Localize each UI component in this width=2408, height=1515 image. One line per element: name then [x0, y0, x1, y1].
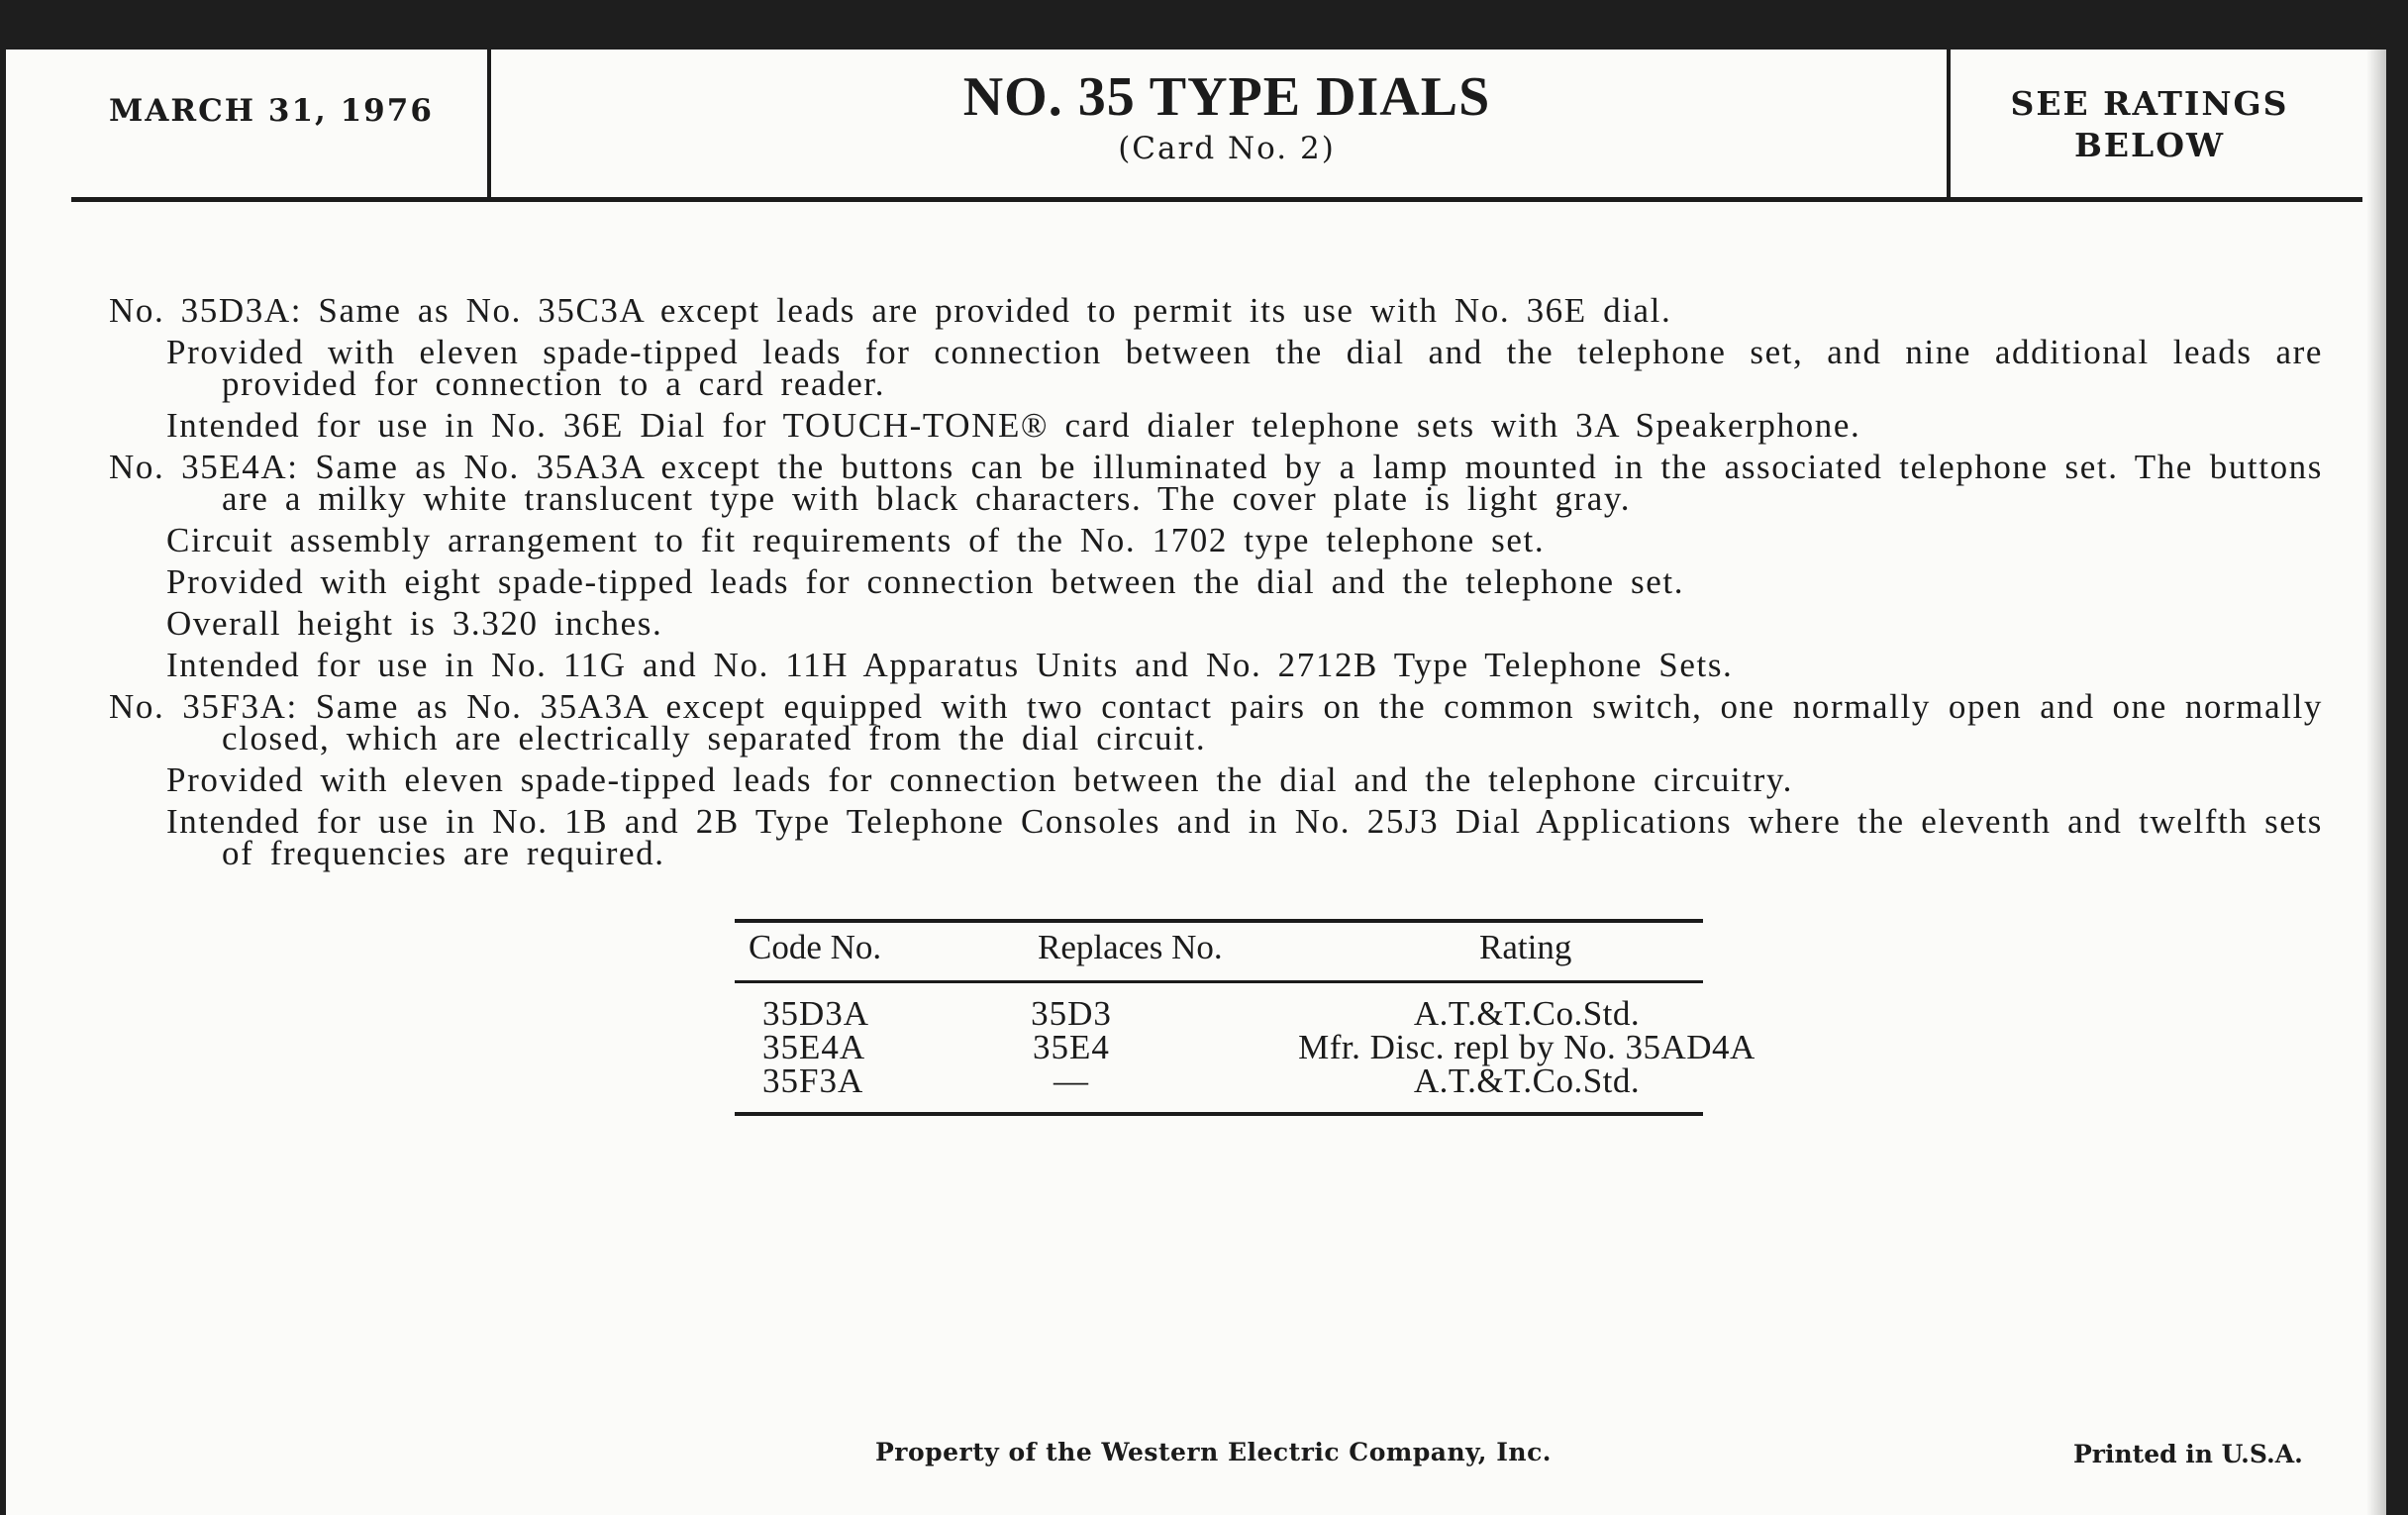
cell-replaces: 35E4 — [1033, 1028, 1110, 1066]
column-header-rating: Rating — [1479, 928, 1572, 966]
entry-paragraph: Intended for use in No. 11G and No. 11H Apparatus Units and No. 2712B Type Telephone Sets. — [166, 646, 1734, 684]
ratings-note-line2: BELOW — [2073, 126, 2226, 164]
card-header — [71, 50, 2362, 198]
table-bottom-rule — [735, 1112, 1703, 1116]
catalog-card — [6, 50, 2386, 1515]
ratings-note-line1: SEE RATINGS — [2010, 84, 2289, 123]
issue-date: MARCH 31, 1976 — [109, 93, 434, 129]
cell-code: 35E4A — [762, 1028, 866, 1066]
cell-code: 35F3A — [762, 1061, 864, 1100]
cell-replaces: — — [1054, 1061, 1089, 1100]
entry-paragraph: Overall height is 3.320 inches. — [166, 604, 663, 643]
footer-printed: Printed in U.S.A. — [2073, 1440, 2303, 1468]
entry-35d3a — [109, 291, 2323, 445]
table-body — [735, 983, 1756, 1110]
entry-paragraph: Intended for use in No. 36E Dial for TOUCH-TONE® card dialer telephone sets with 3A Speakerphone. — [166, 406, 1861, 445]
entry-head: No. 35E4A: Same as No. 35A3A except the buttons can be illuminated by a lamp mounted in the associated telephone set. The buttons are a milky white translucent type with black characters. The cover plate is light gray. — [109, 448, 2323, 518]
header-rule — [71, 197, 2362, 202]
entry-paragraph: Circuit assembly arrangement to fit requirements of the No. 1702 type telephone set. — [166, 521, 1546, 559]
entry-head: No. 35D3A: Same as No. 35C3A except leads are provided to permit its use with No. 36E dial. — [109, 291, 1672, 330]
header-divider-right — [1947, 50, 1951, 198]
table-row — [735, 1028, 1804, 1066]
ratings-note — [1956, 83, 2343, 166]
ratings-table — [735, 919, 1756, 1116]
table-row — [735, 994, 1804, 1033]
card-number: (Card No. 2) — [1118, 131, 1336, 166]
entry-paragraph: Provided with eight spade-tipped leads for connection between the dial and the telephone set. — [166, 562, 1685, 601]
footer-property: Property of the Western Electric Company, Inc. — [875, 1438, 1553, 1466]
entry-head: No. 35F3A: Same as No. 35A3A except equipped with two contact pairs on the common switch, one normally open and one normally closed, which are electrically separated from the dial circuit. — [109, 687, 2323, 758]
table-row — [735, 1061, 1804, 1100]
entry-paragraph: Provided with eleven spade-tipped leads for connection between the dial and the telephone circuitry. — [166, 760, 1794, 799]
page-title: NO. 35 TYPE DIALS — [962, 66, 1491, 128]
cell-code: 35D3A — [762, 994, 870, 1033]
cell-rating: Mfr. Disc. repl by No. 35AD4A — [1298, 1028, 1756, 1066]
card-body — [109, 291, 2323, 879]
entry-paragraph: Provided with eleven spade-tipped leads for connection between the dial and the telephone set, and nine additional leads are provided for connection to a card reader. — [166, 333, 2323, 403]
entry-paragraph: Intended for use in No. 1B and 2B Type Telephone Consoles and in No. 25J3 Dial Applications where the eleventh and twelfth sets of frequencies are required. — [166, 802, 2323, 872]
entry-35f3a — [109, 687, 2323, 872]
table-header — [735, 923, 1703, 980]
cell-rating: A.T.&T.Co.Std. — [1413, 994, 1641, 1033]
entry-35e4a — [109, 448, 2323, 684]
cell-replaces: 35D3 — [1031, 994, 1112, 1033]
column-header-code: Code No. — [749, 928, 882, 966]
column-header-replaces: Replaces No. — [1038, 928, 1223, 966]
cell-rating: A.T.&T.Co.Std. — [1413, 1061, 1641, 1100]
